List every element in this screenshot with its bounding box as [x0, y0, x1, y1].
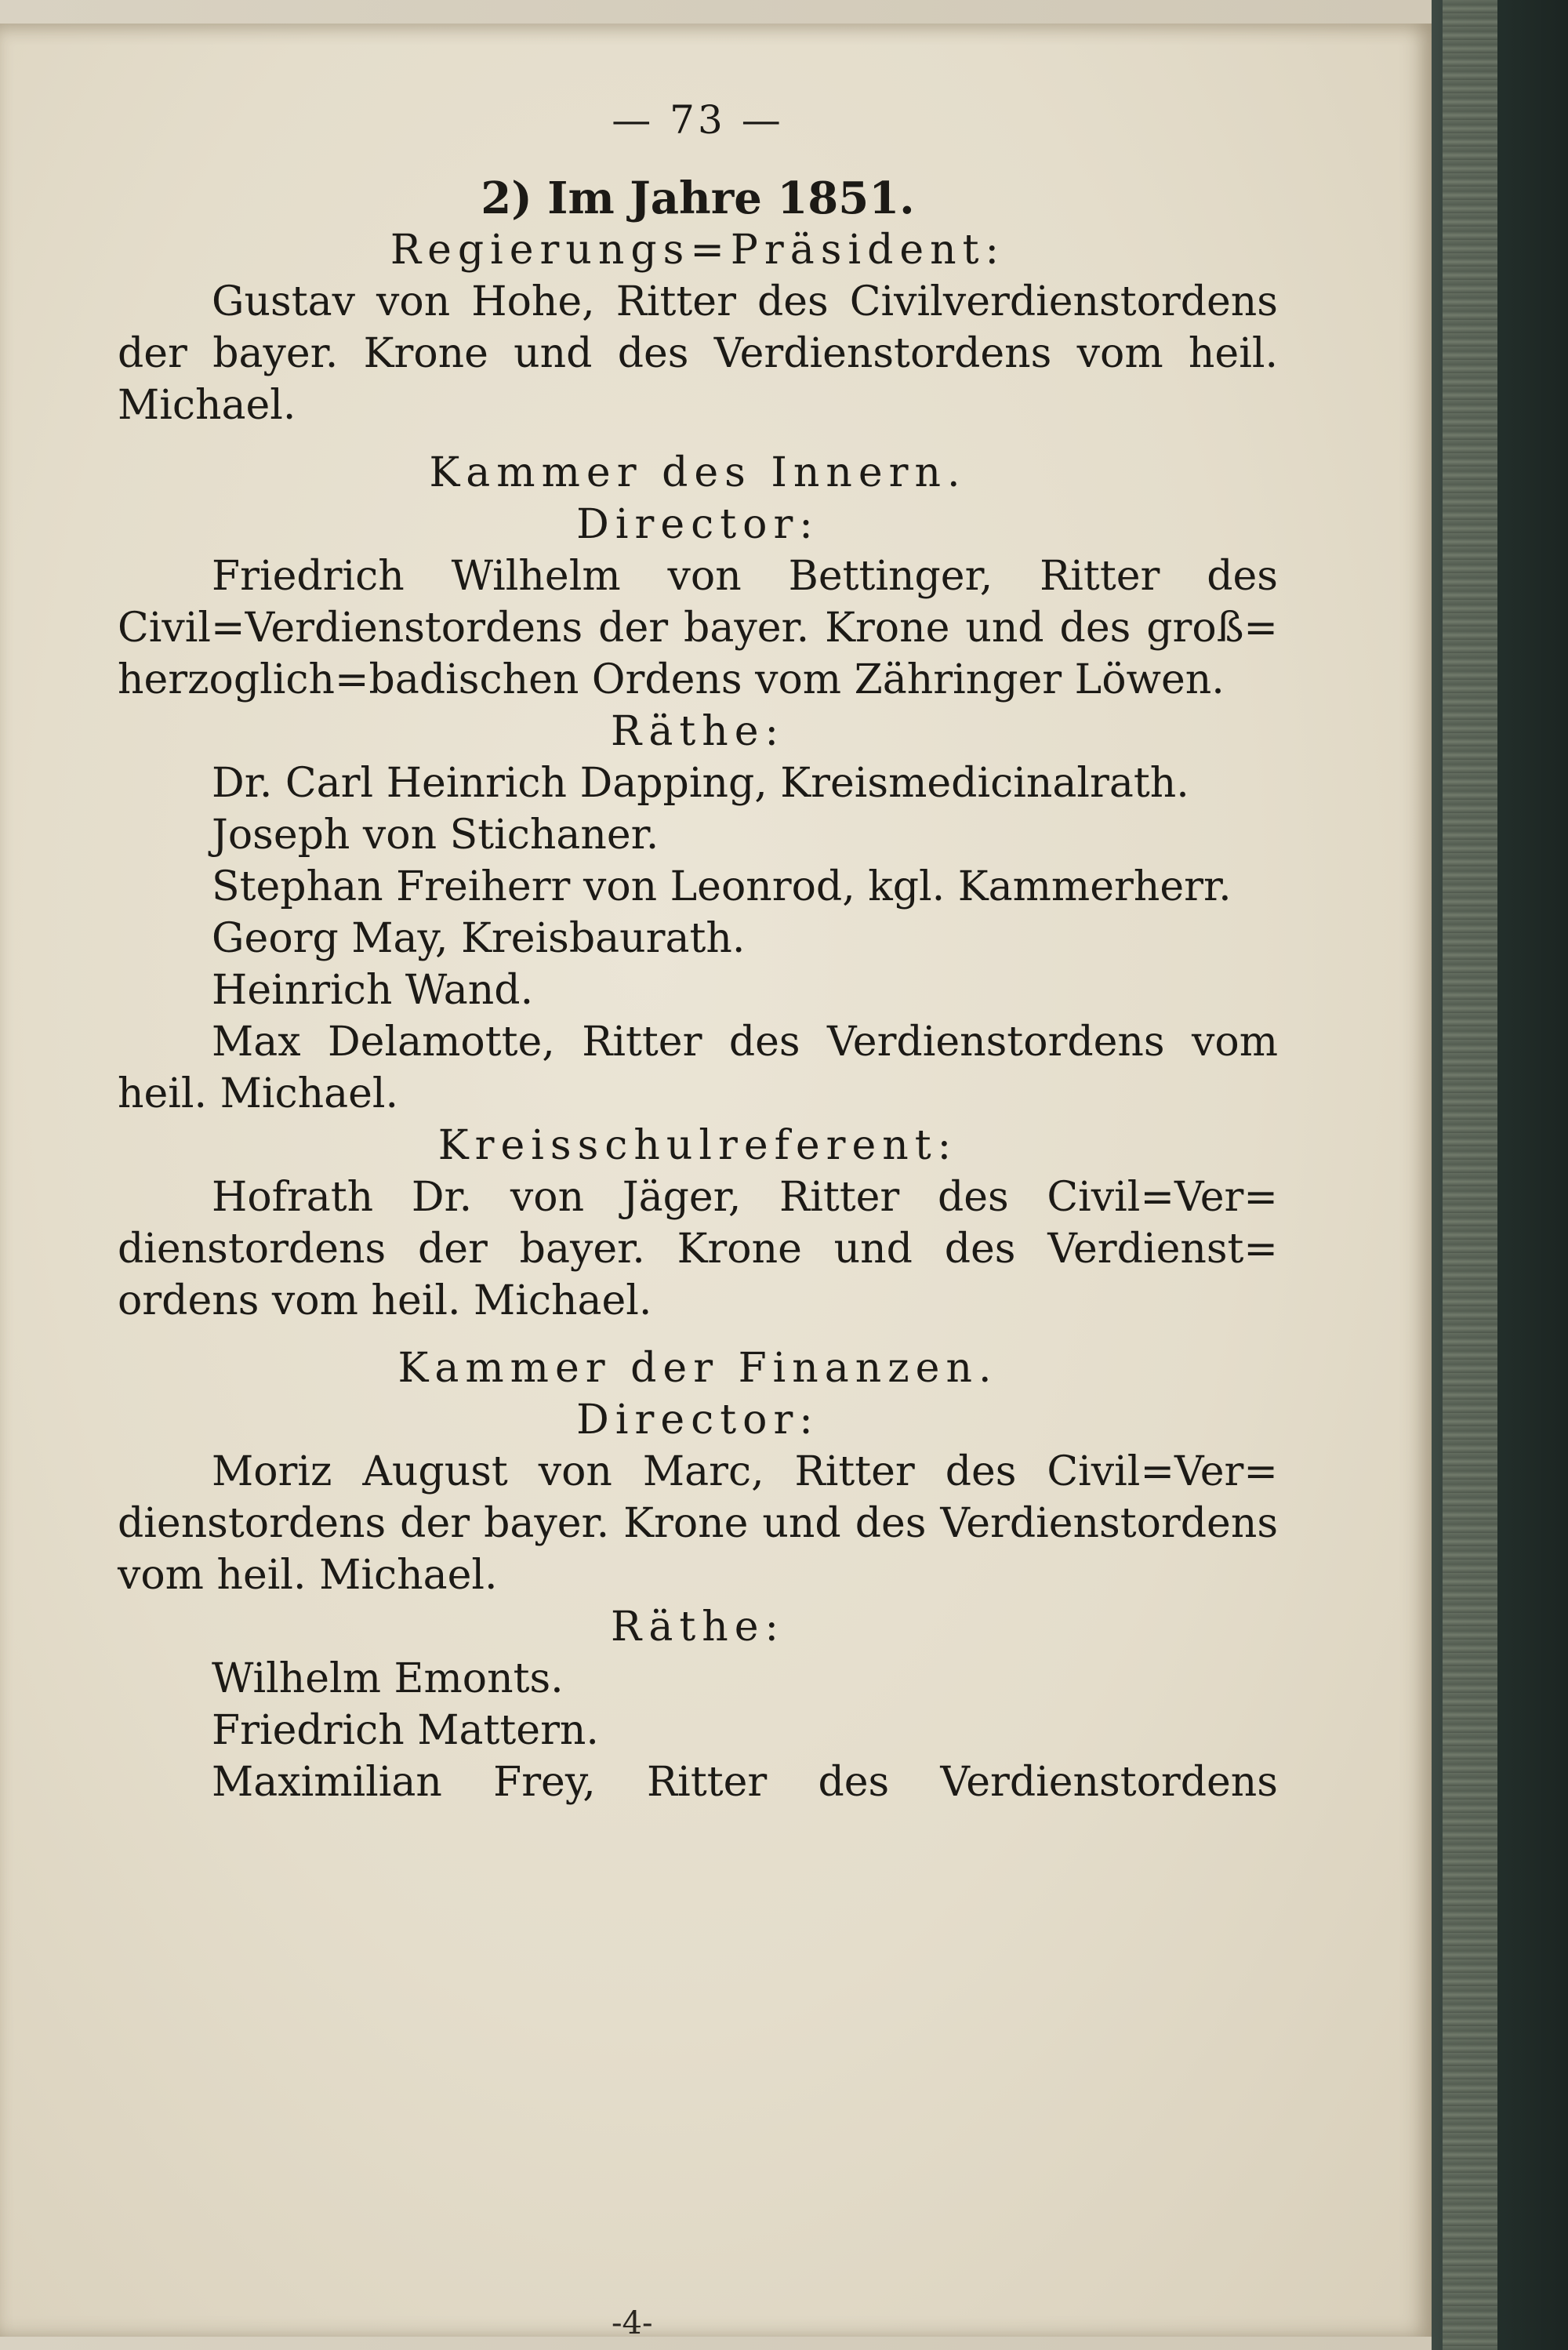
- page-title: 2) Im Jahre 1851.: [481, 173, 915, 224]
- page-text: [118, 94, 1278, 1808]
- book-spine-edge: [1443, 0, 1497, 2350]
- text-line: Dr. Carl Heinrich Dapping, Kreismedicinalrath.: [212, 760, 1189, 807]
- signature-mark: -4-: [612, 2305, 653, 2341]
- text-line: Moriz August von Marc, Ritter des Civil=Ver=: [212, 1448, 1278, 1495]
- subheading-raethe: Räthe:: [610, 1604, 786, 1651]
- section-heading-finanzen: Kammer der Finanzen.: [397, 1345, 998, 1392]
- subheading-kreisschulreferent: Kreisschulreferent:: [437, 1122, 958, 1169]
- text-line: Wilhelm Emonts.: [212, 1655, 564, 1702]
- page-number: — 73 —: [612, 97, 784, 143]
- text-line: Friedrich Mattern.: [212, 1707, 599, 1754]
- text-line: Civil=Verdienstordens der bayer. Krone und des groß=: [118, 605, 1278, 652]
- text-line: herzoglich=badischen Ordens vom Zähringer Löwen.: [118, 656, 1225, 703]
- text-line: Gustav von Hohe, Ritter des Civilverdienstordens: [212, 278, 1278, 325]
- text-line: ordens vom heil. Michael.: [118, 1277, 652, 1324]
- subheading-director: Director:: [576, 1397, 819, 1444]
- text-line: dienstordens der bayer. Krone und des Verdienst=: [118, 1226, 1278, 1273]
- subheading-raethe: Räthe:: [610, 708, 786, 755]
- subheading-director: Director:: [576, 501, 819, 548]
- text-line: der bayer. Krone und des Verdienstordens vom heil.: [118, 330, 1278, 377]
- text-line: Max Delamotte, Ritter des Verdienstordens vom: [212, 1019, 1278, 1066]
- text-line: heil. Michael.: [118, 1070, 399, 1117]
- section-heading-innern: Kammer des Innern.: [429, 449, 967, 496]
- text-line: Joseph von Stichaner.: [212, 812, 659, 859]
- text-line: Georg May, Kreisbaurath.: [212, 915, 746, 962]
- text-line: Friedrich Wilhelm von Bettinger, Ritter des: [212, 553, 1278, 600]
- text-line: Hofrath Dr. von Jäger, Ritter des Civil=Ver=: [212, 1174, 1278, 1221]
- text-line: Michael.: [118, 382, 296, 429]
- section-heading-praesident: Regierungs=Präsident:: [390, 227, 1006, 274]
- text-line: dienstordens der bayer. Krone und des Verdienstordens: [118, 1500, 1278, 1547]
- text-line: Heinrich Wand.: [212, 967, 534, 1014]
- text-line: Maximilian Frey, Ritter des Verdienstordens: [212, 1759, 1278, 1806]
- text-line: Stephan Freiherr von Leonrod, kgl. Kammerherr.: [212, 863, 1232, 910]
- text-line: vom heil. Michael.: [118, 1552, 498, 1599]
